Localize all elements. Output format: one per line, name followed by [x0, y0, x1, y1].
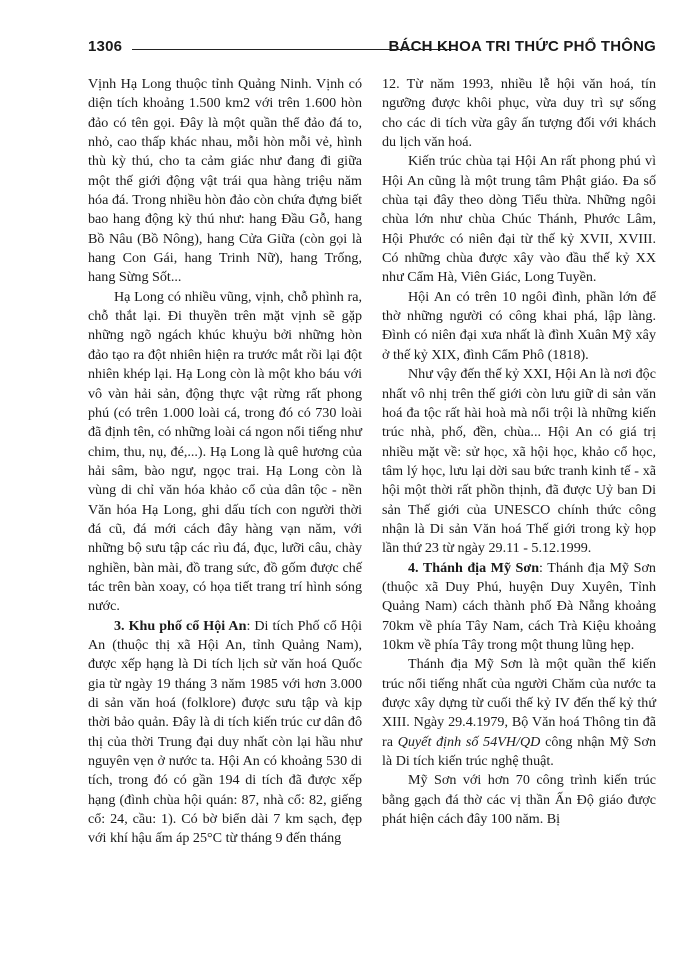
- paragraph-hoi-an-body: : Di tích Phố cổ Hội An (thuộc thị xã Hội An, tỉnh Quảng Nam), được xếp hạng là Di tích lịch sử văn hoá Quốc gia từ ngày 19 tháng 3 năm 1985 với hơn 3.000 di sản văn hoá (folklore) được sưu tập và kịp thời bảo quản. Đây là di tích kiến trúc cư dân đô thị của thời Trung đại duy nhất còn lại hầu như nguyên vẹn ở nước ta. Hội An có khoảng 530 di tích, trong đó có gần 194 di tích đã được xếp hạng (đình chùa hội quán: 87, nhà cổ: 82, giếng cổ: 24, cầu: 1). Có bờ biển dài 7 km sạch, đẹp với khí hậu ấm áp 25°C từ tháng 9 đến tháng: [88, 617, 362, 847]
- paragraph-world-heritage: Như vậy đến thế kỷ XXI, Hội An là nơi độc nhất vô nhị trên thế giới còn lưu giữ di sản văn hoá đa tộc rất hài hoà mà nổi trội là những kiến trúc nhà, phố, đền, chùa... Hội An có giá trị nhiều mặt về: sử học, xã hội học, khảo cổ học, tâm lý học, lưu lại dời sau bức tranh kinh tế - xã hội một thời rất phồn thịnh, đã được Uỷ ban Di sản Thế giới của UNESCO chính thức công nhận là Di sản Văn hoá Thế giới trong kỳ họp lần thứ 23 từ ngày 29.11 - 5.12.1999.: [382, 366, 656, 557]
- decision-reference: Quyết định số 54VH/QD: [397, 733, 541, 750]
- paragraph-my-son-complex: [382, 655, 656, 771]
- section-heading-hoi-an: 3. Khu phố cổ Hội An: [114, 617, 247, 634]
- right-column: [382, 75, 656, 829]
- running-title: BÁCH KHOA TRI THỨC PHỔ THÔNG: [388, 38, 656, 55]
- section-heading-my-son: 4. Thánh địa Mỹ Sơn: [408, 559, 540, 576]
- paragraph-ha-long-bays: Hạ Long có nhiều vũng, vịnh, chỗ phình ra, chỗ thắt lại. Đi thuyền trên mặt vịnh sẽ gặp những ngõ ngách khúc khuỷu bởi những hòn đảo tạo ra đột nhiên hiện ra trước mắt rồi lại đột nhiên khép lại. Hạ Long còn là một kho báu với vô vàn hải sản, động thực vật rừng rất phong phú (có trên 1.000 loài cá, trong đó có 730 loài đã định tên, có những loài cá ngon nổi tiếng như chim, thu, nụ, đé,...). Hạ Long là quê hương của hải sâm, bào ngư, ngọc trai. Hạ Long còn là vùng di chỉ văn hóa khảo cổ của dân tộc - nền Văn hóa Hạ Long, ghi dấu tích con người thời đá cũ, đá mới cách đây hàng vạn năm, với những bộ sưu tập các rìu đá, đục, lưỡi câu, chày nghiền, bàn mài, đồ trang sức, đồ gốm được chế tác trên bàn xoay, có họa tiết trang trí hình sóng nước.: [88, 288, 362, 615]
- paragraph-festivals: 12. Từ năm 1993, nhiều lễ hội văn hoá, tín ngưỡng được khôi phục, vừa duy trì sự sống cho các di tích vừa gây ấn tượng đối với khách du lịch văn hoá.: [382, 76, 656, 151]
- paragraph-communal-houses: Hội An có trên 10 ngôi đình, phần lớn để thờ những người có công khai phá, lập làng. Đình có niên đại xưa nhất là đình Xuân Mỹ xây ở thế kỷ XIX, đình Cẩm Phô (1818).: [382, 288, 656, 363]
- paragraph-my-son-complex-end: công nhận Mỹ Sơn là Di tích kiến trúc nghệ thuật.: [382, 733, 656, 770]
- paragraph-my-son-complex-text: Thánh địa Mỹ Sơn là một quần thể kiến trúc nổi tiếng nhất của người Chăm của nước ta được xây dựng từ cuối thế kỷ IV đến thế kỷ thứ XIII. Ngày 29.4.1979, Bộ Văn hoá Thông tin đã ra: [382, 656, 656, 750]
- paragraph-my-son-structures: Mỹ Sơn với hơn 70 công trình kiến trúc bằng gạch đá thờ các vị thần Ấn Độ giáo được phát hiện cách đây 100 năm. Bị: [382, 772, 656, 828]
- left-column: [88, 75, 362, 849]
- page-header: [88, 38, 656, 60]
- paragraph-pagodas: Kiến trúc chùa tại Hội An rất phong phú vì Hội An cũng là một trung tâm Phật giáo. Đa số chùa tại đây theo dòng Tiểu thừa. Những ngôi chùa lớn như chùa Chúc Thánh, Phước Lâm, Hội Phước có niên đại từ thế kỷ XVII, XVIII. Có những chùa được xây vào đầu thế kỷ XX như Cẩm Hà, Viên Giác, Long Tuyền.: [382, 153, 656, 286]
- paragraph-hoi-an: [88, 617, 362, 849]
- paragraph-ha-long-intro: Vịnh Hạ Long thuộc tỉnh Quảng Ninh. Vịnh có diện tích khoảng 1.500 km2 với trên 1.600 hòn đảo có tên gọi. Đây là một quần thể đảo đá to, nhỏ, cao thấp khác nhau, mỗi hòn mỗi vẻ, hình thù kỳ thú, cho ta cảm giác như đang đi giữa một thế giới động vật trái qua hàng triệu năm hóa đá. Trong nhiều hòn đảo còn chứa đựng biết bao hang động kỳ thú như: hang Đầu Gỗ, hang Bồ Nâu (Bồ Nông), hang Cửa Giữa (còn gọi là hang Con Gái, hang Trinh Nữ), hang Trống, hang Sừng Sốt...: [88, 76, 362, 286]
- paragraph-my-son: [382, 559, 656, 656]
- page-number: 1306: [88, 38, 123, 55]
- paragraph-my-son-body: : Thánh địa Mỹ Sơn (thuộc xã Duy Phú, huyện Duy Xuyên, Tỉnh Quảng Nam) cách thành phố Đà Nẵng khoảng 70km về phía Tây Nam, cách Trà Kiệu khoảng 10km về phía Tây trong một thung lũng hẹp.: [382, 559, 656, 653]
